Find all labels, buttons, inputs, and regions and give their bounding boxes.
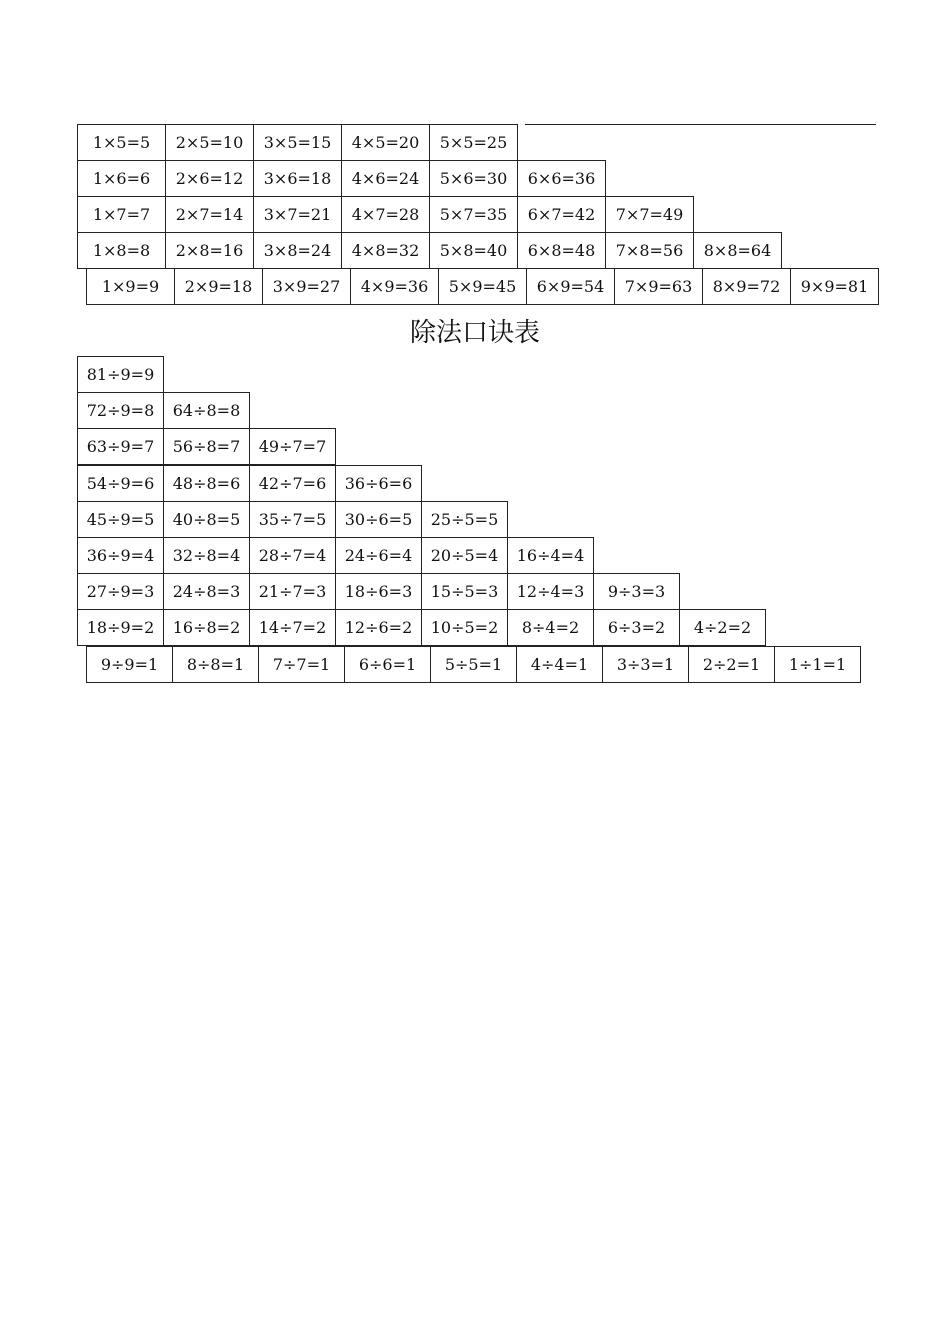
division-cell: 1÷1=1 [774, 646, 861, 683]
division-cell: 12÷6=2 [335, 609, 422, 646]
multiplication-cell: 2×8=16 [165, 232, 254, 269]
multiplication-cell: 4×8=32 [341, 232, 430, 269]
multiplication-cell: 1×7=7 [77, 196, 166, 233]
multiplication-cell: 3×6=18 [253, 160, 342, 197]
multiplication-cell: 1×6=6 [77, 160, 166, 197]
multiplication-cell: 4×5=20 [341, 124, 430, 161]
multiplication-cell: 6×9=54 [526, 268, 615, 305]
multiplication-cell: 5×8=40 [429, 232, 518, 269]
division-cell: 35÷7=5 [249, 501, 336, 538]
division-cell: 7÷7=1 [258, 646, 345, 683]
division-cell: 20÷5=4 [421, 537, 508, 574]
division-cell: 6÷6=1 [344, 646, 431, 683]
division-cell: 27÷9=3 [77, 573, 164, 610]
division-cell: 16÷4=4 [507, 537, 594, 574]
multiplication-cell: 8×8=64 [693, 232, 782, 269]
division-cell: 9÷9=1 [86, 646, 173, 683]
division-cell: 4÷2=2 [679, 609, 766, 646]
division-cell: 30÷6=5 [335, 501, 422, 538]
multiplication-cell: 7×7=49 [605, 196, 694, 233]
division-cell: 18÷6=3 [335, 573, 422, 610]
division-cell: 28÷7=4 [249, 537, 336, 574]
multiplication-cell: 4×9=36 [350, 268, 439, 305]
division-cell: 63÷9=7 [77, 428, 164, 465]
multiplication-cell: 1×5=5 [77, 124, 166, 161]
division-cell: 32÷8=4 [163, 537, 250, 574]
multiplication-cell: 4×6=24 [341, 160, 430, 197]
multiplication-cell: 2×6=12 [165, 160, 254, 197]
division-cell: 42÷7=6 [249, 465, 336, 502]
multiplication-cell: 3×9=27 [262, 268, 351, 305]
division-cell: 21÷7=3 [249, 573, 336, 610]
multiplication-cell: 7×9=63 [614, 268, 703, 305]
division-cell: 12÷4=3 [507, 573, 594, 610]
multiplication-cell: 2×5=10 [165, 124, 254, 161]
division-cell: 14÷7=2 [249, 609, 336, 646]
division-table-title: 除法口诀表 [409, 318, 540, 348]
multiplication-cell: 8×9=72 [702, 268, 791, 305]
multiplication-cell: 4×7=28 [341, 196, 430, 233]
multiplication-cell: 3×5=15 [253, 124, 342, 161]
multiplication-cell: 1×9=9 [86, 268, 175, 305]
division-cell: 3÷3=1 [602, 646, 689, 683]
division-cell: 18÷9=2 [77, 609, 164, 646]
division-cell: 6÷3=2 [593, 609, 680, 646]
multiplication-cell: 3×8=24 [253, 232, 342, 269]
division-cell: 49÷7=7 [249, 428, 336, 465]
division-cell: 56÷8=7 [163, 428, 250, 465]
division-cell: 2÷2=1 [688, 646, 775, 683]
multiplication-cell: 1×8=8 [77, 232, 166, 269]
division-cell: 45÷9=5 [77, 501, 164, 538]
multiplication-cell: 5×7=35 [429, 196, 518, 233]
division-cell: 72÷9=8 [77, 392, 164, 429]
division-cell: 64÷8=8 [163, 392, 250, 429]
division-cell: 81÷9=9 [77, 356, 164, 393]
multiplication-cell: 5×6=30 [429, 160, 518, 197]
division-cell: 9÷3=3 [593, 573, 680, 610]
division-cell: 10÷5=2 [421, 609, 508, 646]
multiplication-cell: 2×7=14 [165, 196, 254, 233]
multiplication-cell: 3×7=21 [253, 196, 342, 233]
division-cell: 8÷4=2 [507, 609, 594, 646]
multiplication-cell: 5×9=45 [438, 268, 527, 305]
multiplication-cell: 2×9=18 [174, 268, 263, 305]
division-cell: 16÷8=2 [163, 609, 250, 646]
division-cell: 36÷6=6 [335, 465, 422, 502]
multiplication-cell: 5×5=25 [429, 124, 518, 161]
division-cell: 15÷5=3 [421, 573, 508, 610]
division-cell: 4÷4=1 [516, 646, 603, 683]
multiplication-cell: 6×6=36 [517, 160, 606, 197]
multiplication-cell: 6×8=48 [517, 232, 606, 269]
division-cell: 36÷9=4 [77, 537, 164, 574]
division-cell: 40÷8=5 [163, 501, 250, 538]
division-cell: 54÷9=6 [77, 465, 164, 502]
division-cell: 24÷6=4 [335, 537, 422, 574]
multiplication-cell: 7×8=56 [605, 232, 694, 269]
multiplication-cell: 6×7=42 [517, 196, 606, 233]
multiplication-cell: 9×9=81 [790, 268, 879, 305]
table-top-rule [525, 124, 876, 125]
division-cell: 25÷5=5 [421, 501, 508, 538]
division-cell: 8÷8=1 [172, 646, 259, 683]
division-cell: 24÷8=3 [163, 573, 250, 610]
division-cell: 5÷5=1 [430, 646, 517, 683]
division-cell: 48÷8=6 [163, 465, 250, 502]
